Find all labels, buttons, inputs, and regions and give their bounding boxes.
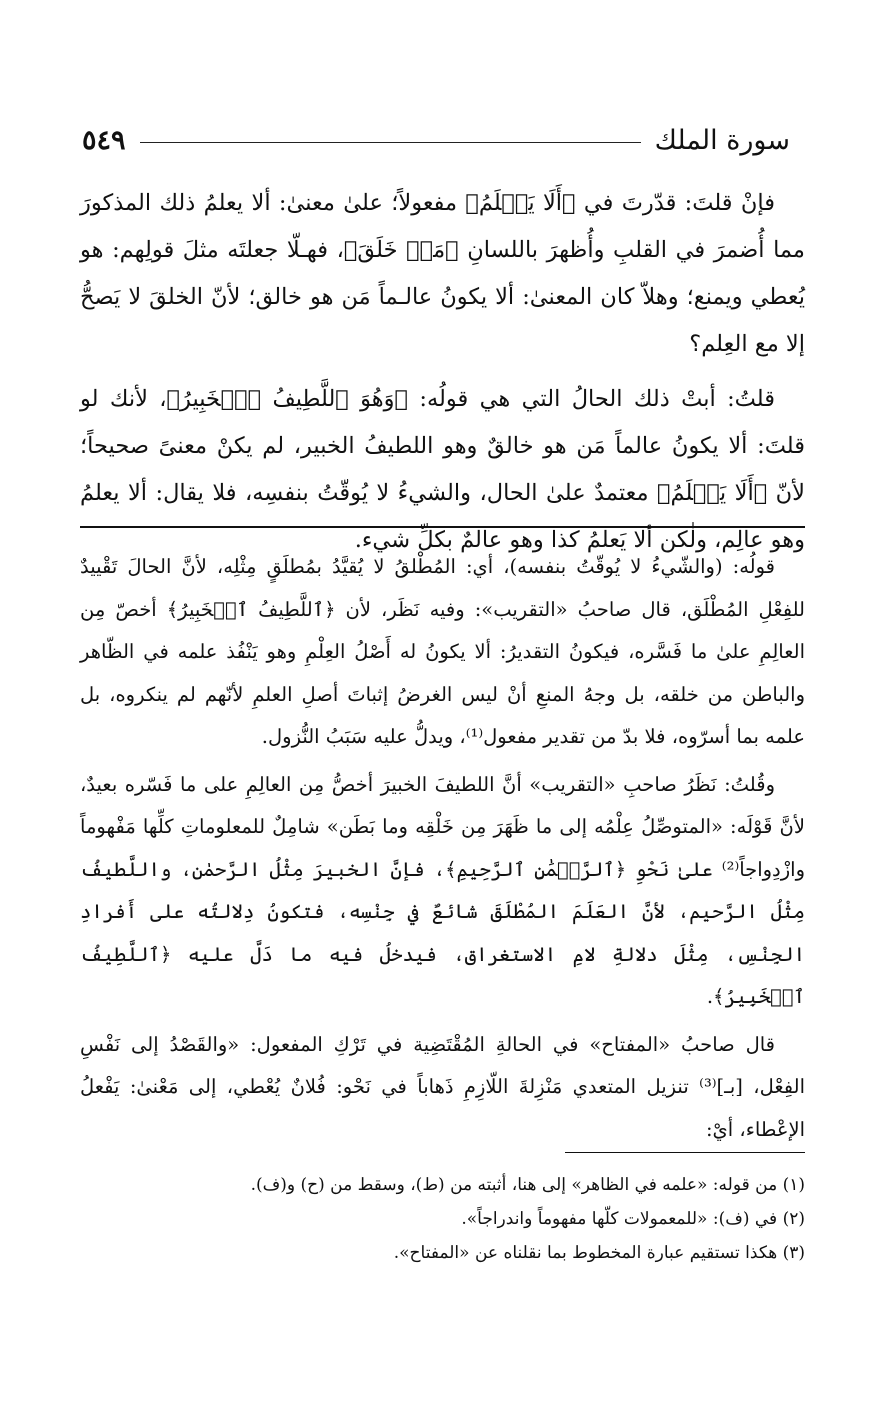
footnote: (١) من قوله: «علمه في الظاهر» إلى هنا، أثبته من (ط)، وسقط من (ح) و(ف). [250, 1175, 805, 1195]
footnote: (٢) في (ف): «للمعمولات كلّها مفهوماً واندراجاً». [461, 1209, 805, 1229]
commentary-paragraph: قال صاحبُ «المفتاح» في الحالةِ المُقْتَضِية في تَرْكِ المفعول: «والقَصْدُ إلى نَفْسِ الفِعْل، [بـ]⁽³⁾ تنزيل المتعدي مَنْزِلةَ اللّازِمِ ذَهاباً في نَحْو: فُلانٌ يُعْطي، إلى مَعْنىٰ: يَفْعلُ الإعْطاء، أيْ: [80, 1032, 805, 1141]
footnote: (٣) هكذا تستقيم عبارة المخطوط بما نقلناه عن «المفتاح». [393, 1243, 805, 1263]
page-number: ٥٤٩ [82, 124, 126, 156]
commentary-paragraph: وقُلتُ: نَظَرُ صاحبِ «التقريب» أنَّ اللطيفَ الخبيرَ أخصُّ مِن العالِمِ على ما فَسّره بعيدٌ، لأنَّ قَوْلَه: «المتوصِّلُ عِلْمُه إلى ما ظَهَرَ مِن خَلْقِه وما بَطَن» شامِلٌ للمعلوماتِ كلِّها مَفْهوماً وازْدِواجاً⁽²⁾ علىٰ نَحْوِ ﴿ٱلرَّحۡمَٰنِ ٱلرَّحِيمِ﴾، فإنَّ الخبيرَ مِثْلُ الرَّحمٰن، واللَّطيفُ مِثْلُ الرَّحيم، لأنَّ العَلَمَ المُطْلَقَ شائعٌ في جِنْسِه، فتكونُ دِلالتُه على أَفرادِ الجِنْسِ، مِثْلَ دلالةِ لامِ الاستغراق، فيدخلُ فيه ما دَلَّ عليه ﴿ٱللَّطِيفُ ٱلۡخَبِيرُ﴾. [80, 772, 805, 1008]
page-header [82, 118, 790, 162]
main-paragraph: قلتُ: أبتْ ذلك الحالُ التي هي قولُه: ﴿وَهُوَ ٱللَّطِيفُ ٱلۡخَبِيرُ﴾، لأنك لو قلتَ: ألا يكونُ عالماً مَن هو خالقٌ وهو اللطيفُ الخبير، لم يكنْ معنىً صحيحاً؛ لأنّ ﴿أَلَا يَعۡلَمُ﴾ معتمدٌ علىٰ الحال، والشيءُ لا يُوقّتُ بنفسِه، فلا يقال: ألا يعلمُ وهو عالِم، ولٰكن ألا يَعلمُ كذا وهو عالمٌ بكلِّ شيء. [80, 386, 805, 553]
footnotes [80, 1168, 805, 1270]
header-rule [140, 142, 641, 143]
main-paragraph: فإنْ قلتَ: قدّرتَ في ﴿أَلَا يَعۡلَمُ﴾ مفعولاً؛ علىٰ معنىٰ: ألا يعلمُ ذلك المذكورَ مما أُضمرَ في القلبِ وأُظهرَ باللسانِ ﴿مَنۡ خَلَقَ﴾، فهـلّا جعلتَه مثلَ قولِهم: هو يُعطي ويمنع؛ وهلاّ كان المعنىٰ: ألا يكونُ عالـماً مَن هو خالق؛ لأنّ الخلقَ لا يَصحُّ إلا مع العِلم؟ [80, 190, 805, 357]
commentary-text [80, 546, 805, 1156]
footnote-divider [565, 1152, 805, 1153]
main-text [80, 180, 805, 572]
commentary-paragraph: قولُه: (والشّيءُ لا يُوقّتُ بنفسه)، أي: المُطْلقُ لا يُقيَّدُ بمُطلَقٍ مِثْلِه، لأنَّ الحالَ تَقْييدٌ للفِعْلِ المُطْلَق، قال صاحبُ «التقريب»: وفيه نَظَر، لأن ﴿ٱللَّطِيفُ ٱلۡخَبِيرُ﴾ أخصّ مِن العالِمِ علىٰ ما فَسَّره، فيكونُ التقديرُ: ألا يكونُ له أَصْلُ العِلْمِ وهو يَنْفُذ علمه في الظّاهر والباطن من خلقه، بل وجهُ المنعِ أنْ ليس الغرضُ إثباتَ أصلِ العلمِ لأنّهم لم ينكروه، بل علمه بما أسرّوه، فلا بدّ من تقدير مفعول⁽¹⁾، ويدلُّ عليه سَبَبُ النُّزول. [80, 555, 805, 748]
running-title: سورة الملك [654, 124, 790, 156]
section-divider [80, 526, 805, 528]
